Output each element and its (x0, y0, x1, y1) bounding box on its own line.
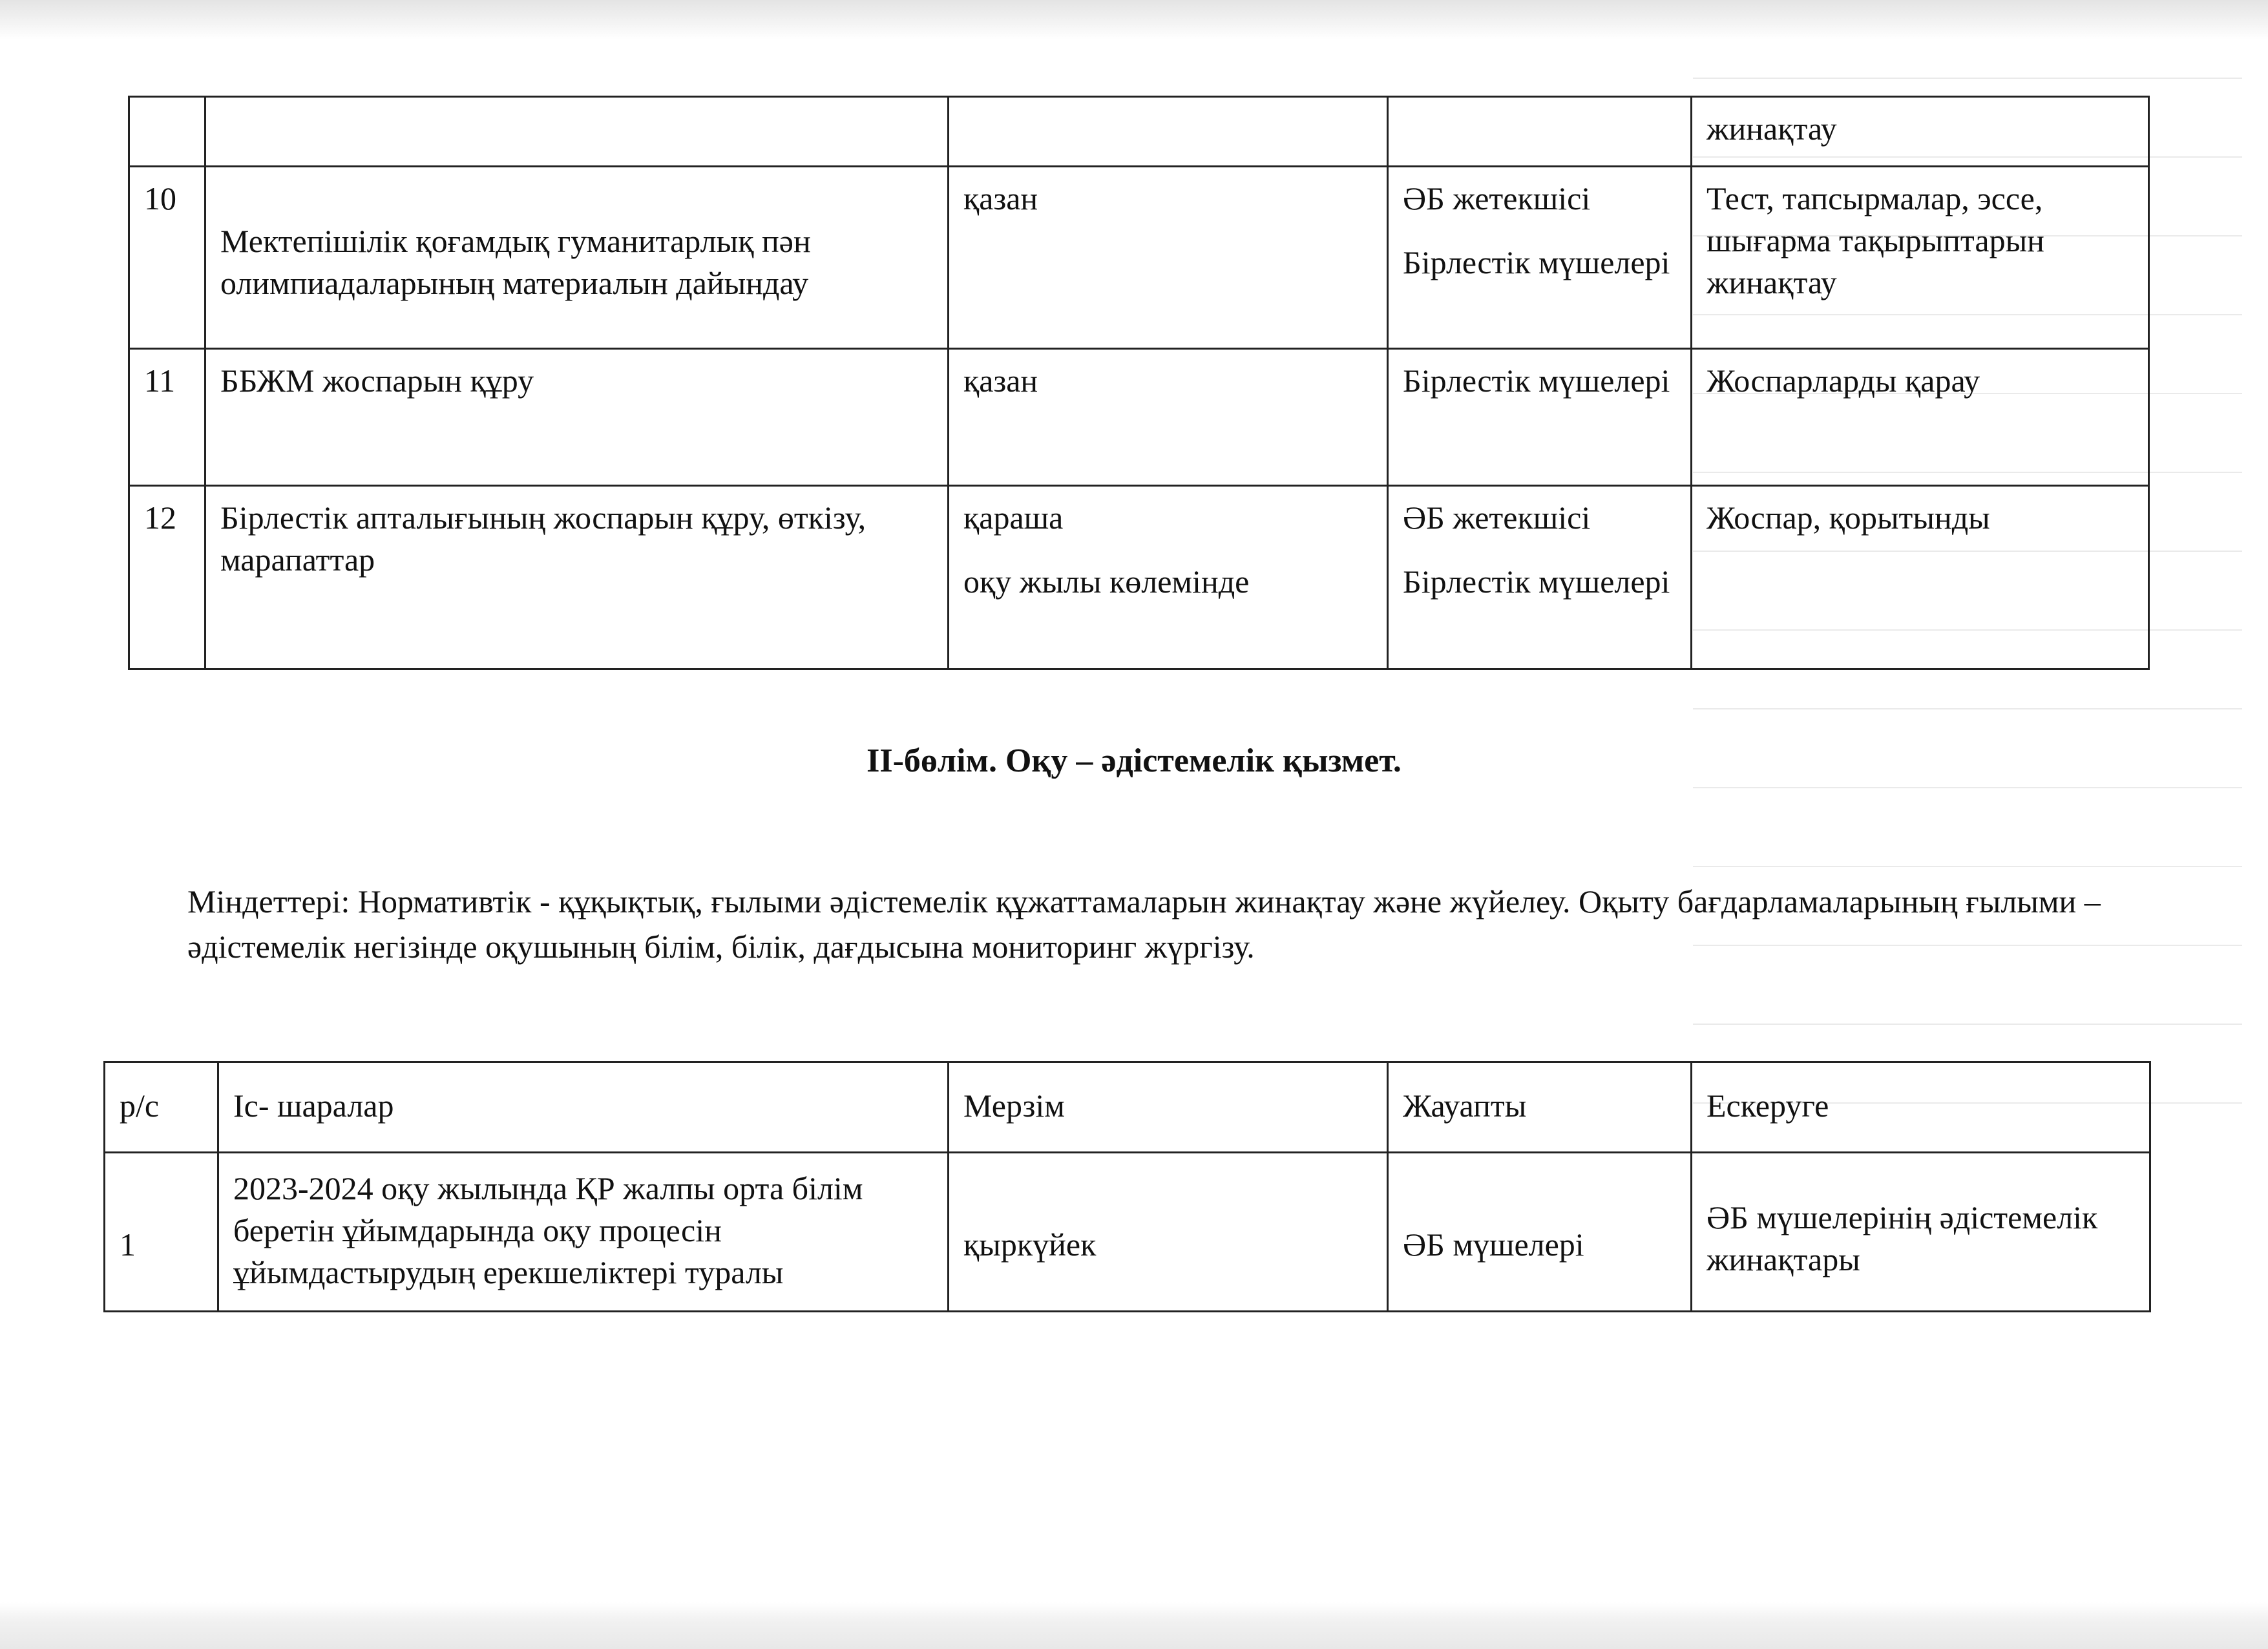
term-text: қыркүйек (963, 1226, 1097, 1263)
column-header-term: Мерзім (949, 1062, 1388, 1153)
responsible-text: Бірлестік мүшелері (1403, 362, 1670, 399)
responsible-text: ӘБ жетекшісі (1403, 499, 1591, 536)
note-cell (1692, 486, 2149, 669)
responsible-cell (1388, 97, 1692, 167)
responsible-cell (1388, 1153, 1692, 1312)
term-cell (949, 349, 1388, 486)
objectives-paragraph: Міндеттері: Нормативтік - құқықтық, ғылыми әдістемелік құжаттамаларын жинақтау және жүйелеу. Оқыту бағдарламаларының ғылыми –әдістемелік негізінде оқушының білім, білік, дағдысына мониторинг жүргізу. (187, 883, 2101, 965)
methodical-activities-table (103, 1061, 2151, 1312)
table-row (129, 167, 2149, 349)
term-cell (949, 1153, 1388, 1312)
term-cell (949, 486, 1388, 669)
term-text: оқу жылы көлемінде (963, 563, 1250, 600)
note-text: Жоспар, қорытынды (1706, 499, 1990, 536)
responsible-text: ӘБ жетекшісі (1403, 180, 1591, 216)
scan-shadow-bottom (0, 1602, 2268, 1649)
table-row (105, 1153, 2150, 1312)
table-row (129, 97, 2149, 167)
table-header-row (105, 1062, 2150, 1153)
responsible-text: ӘБ мүшелері (1403, 1226, 1584, 1263)
responsible-text: Бірлестік мүшелері (1403, 563, 1670, 600)
note-cell (1692, 167, 2149, 349)
term-cell (949, 97, 1388, 167)
row-number-cell: 1 (105, 1153, 218, 1312)
activity-text: Мектепішілік қоғамдық гуманитарлық пән олимпиадаларының материалын дайындау (220, 223, 811, 301)
term-text: қазан (963, 362, 1038, 399)
scan-shadow-top (0, 0, 2268, 40)
activity-cell (218, 1153, 949, 1312)
activity-text: 2023-2024 оқу жылында ҚР жалпы орта білім беретін ұйымдарында оқу процесін ұйымдастырудың ерекшеліктері туралы (233, 1170, 863, 1290)
activity-cell (205, 97, 949, 167)
row-number-cell: 12 (129, 486, 205, 669)
responsible-cell (1388, 167, 1692, 349)
term-cell (949, 167, 1388, 349)
activity-cell (205, 167, 949, 349)
note-text: Тест, тапсырмалар, эссе, шығарма тақырыптарын жинақтау (1706, 180, 2044, 300)
activity-text: ББЖМ жоспарын құру (220, 362, 534, 399)
activity-text: Бірлестік апталығының жоспарын құру, өткізу, марапаттар (220, 499, 866, 578)
term-text: қараша (963, 499, 1064, 536)
note-cell (1692, 349, 2149, 486)
row-number-cell: 10 (129, 167, 205, 349)
note-text: Жоспарларды қарау (1706, 362, 1980, 399)
note-cell (1692, 1153, 2150, 1312)
responsible-cell (1388, 349, 1692, 486)
responsible-cell (1388, 486, 1692, 669)
row-number-cell (129, 97, 205, 167)
note-text: ӘБ мүшелерінің әдістемелік жинақтары (1706, 1199, 2098, 1277)
term-text: қазан (963, 180, 1038, 216)
table-row (129, 349, 2149, 486)
column-header-responsible: Жауапты (1388, 1062, 1692, 1153)
activity-cell (205, 486, 949, 669)
responsible-text: Бірлестік мүшелері (1403, 244, 1670, 280)
activity-cell (205, 349, 949, 486)
section-heading: ІІ-бөлім. Оқу – әдістемелік қызмет. (866, 742, 1402, 779)
note-text: жинақтау (1706, 110, 1837, 147)
column-header-activities: Іс- шаралар (218, 1062, 949, 1153)
row-number-cell: 11 (129, 349, 205, 486)
note-cell (1692, 97, 2149, 167)
column-header-number: р/с (105, 1062, 218, 1153)
table-row (129, 486, 2149, 669)
activities-table-continued (128, 96, 2150, 670)
column-header-note: Ескеруге (1692, 1062, 2150, 1153)
